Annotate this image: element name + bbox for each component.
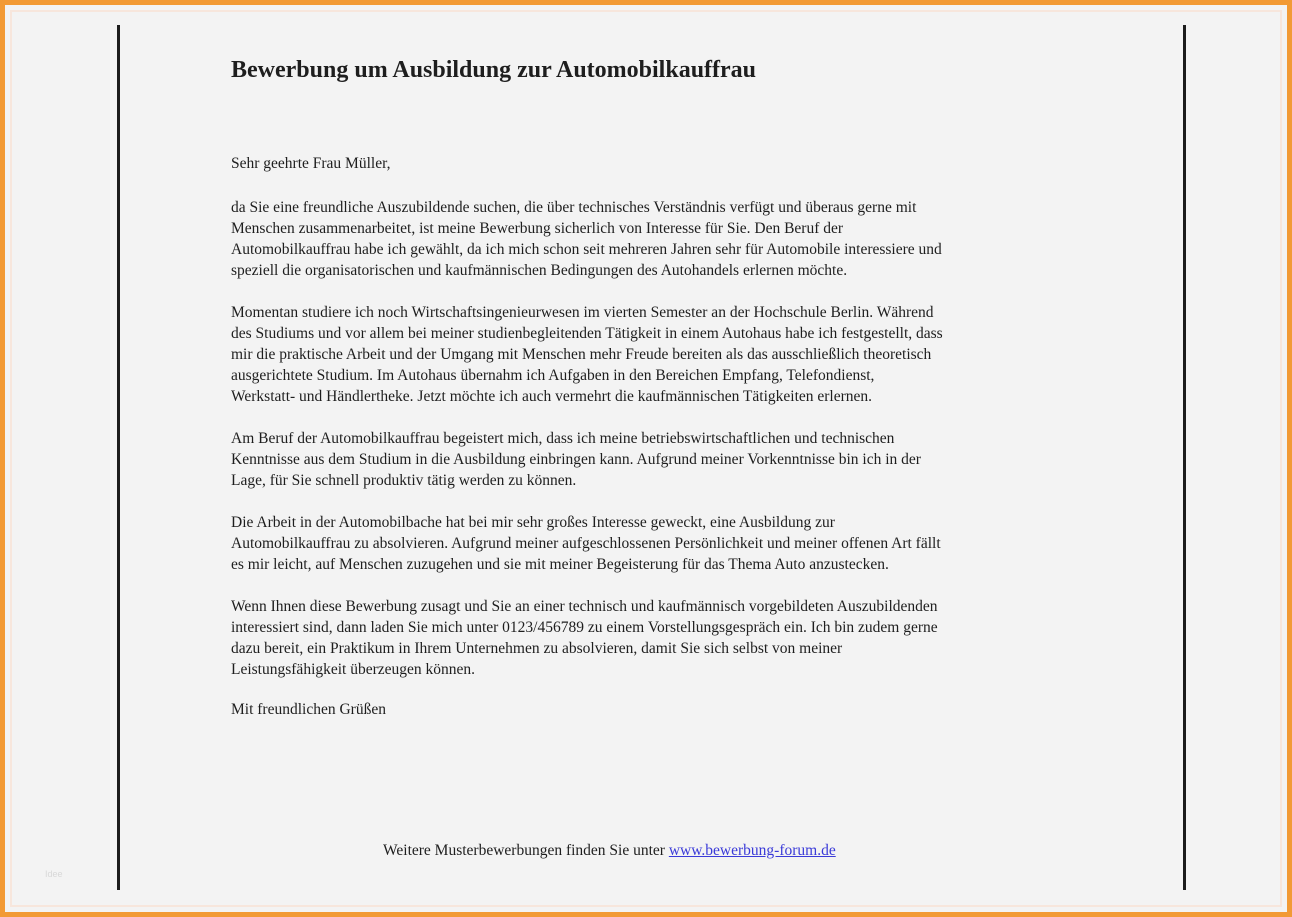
- paragraph-line: des Studiums und vor allem bei meiner studienbegleitenden Tätigkeit in einem Autohaus habe ich festgestellt, dass: [231, 325, 943, 342]
- paragraph-3: [231, 428, 921, 491]
- paragraph-line: Momentan studiere ich noch Wirtschaftsingenieurwesen im vierten Semester an der Hochschule Berlin. Während: [231, 304, 934, 321]
- paragraph-line: Wenn Ihnen diese Bewerbung zusagt und Sie an einer technisch und kaufmännisch vorgebildeten Auszubildenden: [231, 598, 938, 615]
- letter-title: Bewerbung um Ausbildung zur Automobilkauffrau: [231, 57, 757, 83]
- paragraph-line: es mir leicht, auf Menschen zuzugehen und sie mit meiner Begeisterung für das Thema Auto anzustecken.: [231, 556, 889, 573]
- right-margin-rule: [1183, 25, 1186, 890]
- footer-text: Weitere Musterbewerbungen finden Sie unter: [383, 842, 665, 859]
- paragraph-line: Menschen zusammenarbeitet, ist meine Bewerbung sicherlich von Interesse für Sie. Den Beruf der: [231, 220, 844, 237]
- paragraph-1: [231, 197, 942, 281]
- paragraph-4: [231, 512, 941, 575]
- paragraph-line: interessiert sind, dann laden Sie mich unter 0123/456789 zu einem Vorstellungsgespräch ein. Ich bin zudem gerne: [231, 619, 938, 636]
- paragraph-line: speziell die organisatorischen und kaufmännischen Bedingungen des Autohandels erlernen möchte.: [231, 262, 848, 279]
- paragraph-line: da Sie eine freundliche Auszubildende suchen, die über technisches Verständnis verfügt und überaus gerne mit: [231, 199, 917, 216]
- footer-note: [383, 842, 836, 860]
- paragraph-line: Leistungsfähigkeit überzeugen können.: [231, 661, 476, 678]
- watermark: Idee: [45, 869, 63, 879]
- closing-phrase: Mit freundlichen Grüßen: [231, 701, 386, 718]
- paragraph-line: Automobilkauffrau zu absolvieren. Aufgrund meiner aufgeschlossenen Persönlichkeit und meiner offenen Art fällt: [231, 535, 941, 552]
- paragraph-5: [231, 596, 938, 680]
- paragraph-line: Am Beruf der Automobilkauffrau begeistert mich, dass ich meine betriebswirtschaftlichen und technischen: [231, 430, 895, 447]
- paragraph-line: mir die praktische Arbeit und der Umgang mit Menschen mehr Freude bereiten als das ausschließlich theoretisch: [231, 346, 932, 363]
- paragraph-line: ausgerichtete Studium. Im Autohaus übernahm ich Aufgaben in den Bereichen Empfang, Telefondienst,: [231, 367, 875, 384]
- paragraph-line: Kenntnisse aus dem Studium in die Ausbildung einbringen kann. Aufgrund meiner Vorkenntnisse bin ich in der: [231, 451, 921, 468]
- left-margin-rule: [117, 25, 120, 890]
- salutation: Sehr geehrte Frau Müller,: [231, 155, 391, 172]
- paragraph-line: Automobilkauffrau habe ich gewählt, da ich mich schon seit mehreren Jahren sehr für Automobile interessiere und: [231, 241, 942, 258]
- paragraph-line: Lage, für Sie schnell produktiv tätig werden zu können.: [231, 472, 577, 489]
- paragraph-line: Die Arbeit in der Automobilbache hat bei mir sehr großes Interesse geweckt, eine Ausbildung zur: [231, 514, 835, 531]
- paragraph-line: Werkstatt- und Händlertheke. Jetzt möchte ich auch vermehrt die kaufmännischen Tätigkeiten erlernen.: [231, 388, 873, 405]
- footer-link[interactable]: www.bewerbung-forum.de: [668, 842, 836, 859]
- paragraph-line: dazu bereit, ein Praktikum in Ihrem Unternehmen zu absolvieren, damit Sie sich selbst von meiner: [231, 640, 843, 657]
- paragraph-2: [231, 302, 943, 407]
